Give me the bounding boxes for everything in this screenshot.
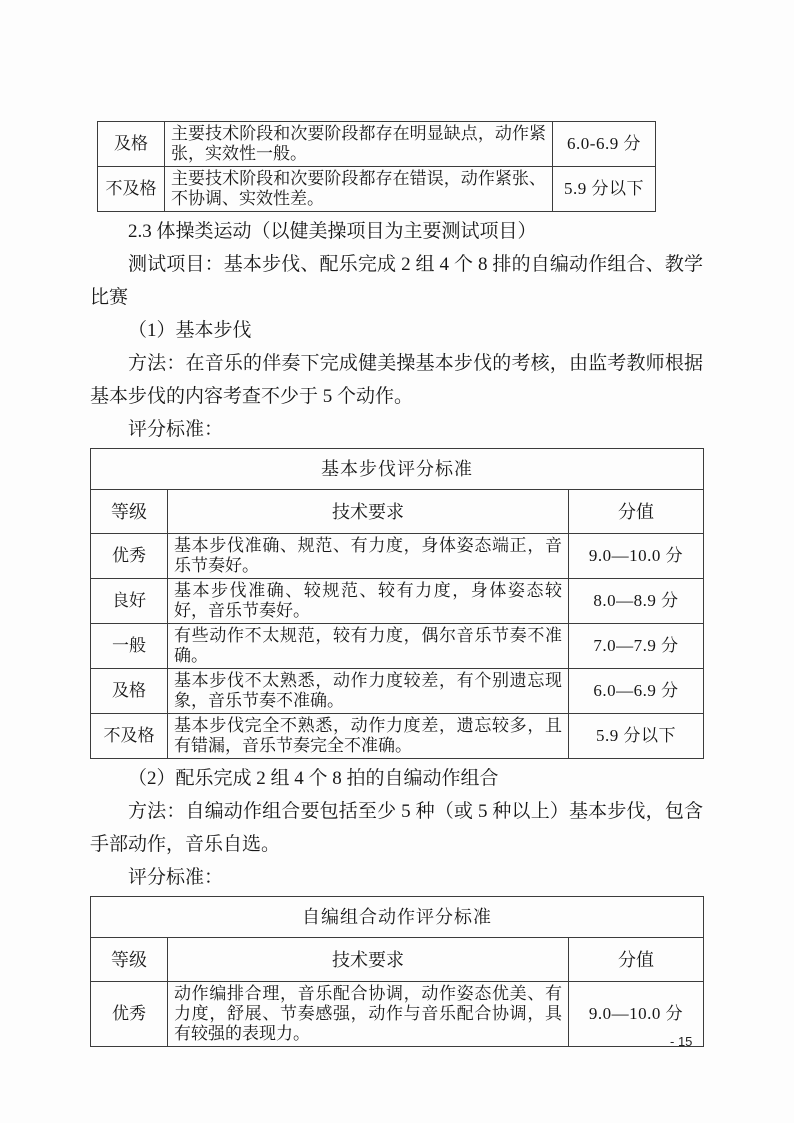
paragraph-line: 测试项目：基本步伐、配乐完成 2 组 4 个 8 排的自编动作组合、教学 [128, 254, 703, 275]
requirement-cell: 主要技术阶段和次要阶段都存在明显缺点，动作紧张，实效性一般。 [165, 122, 553, 167]
basic-steps-criteria-table [90, 448, 704, 759]
requirement-cell: 有些动作不太规范，较有力度，偶尔音乐节奏不准确。 [168, 624, 569, 669]
previous-criteria-table-continuation [97, 121, 656, 212]
score-cell: 5.9 分以下 [553, 167, 656, 212]
paragraph-line: 方法：在音乐的伴奏下完成健美操基本步伐的考核，由监考教师根据 [128, 353, 703, 374]
score-cell: 7.0—7.9 分 [569, 624, 704, 669]
section-heading: 2.3 体操类运动（以健美操项目为主要测试项目） [128, 221, 537, 242]
requirement-cell: 基本步伐不太熟悉，动作力度较差，有个别遗忘现象，音乐节奏不准确。 [168, 669, 569, 714]
column-header-requirement: 技术要求 [168, 938, 569, 982]
requirement-cell: 基本步伐准确、规范、有力度，身体姿态端正，音乐节奏好。 [168, 534, 569, 579]
table-title-row [91, 449, 704, 490]
table-row [91, 982, 704, 1047]
requirement-cell: 动作编排合理，音乐配合协调，动作姿态优美、有力度，舒展、节奏感强，动作与音乐配合协调，具有较强的表现力。 [168, 982, 569, 1047]
table-header-row [91, 938, 704, 982]
column-header-score: 分值 [569, 490, 704, 534]
criteria-label-2: 评分标准： [128, 867, 224, 888]
score-cell: 9.0—10.0 分 [569, 982, 704, 1047]
table-row [91, 669, 704, 714]
paragraph-line: 比赛 [90, 287, 129, 308]
list-item-2: （2）配乐完成 2 组 4 个 8 拍的自编动作组合 [128, 768, 499, 789]
grade-cell: 及格 [91, 669, 168, 714]
score-cell: 8.0—8.9 分 [569, 579, 704, 624]
paragraph-line: 手部动作，音乐自选。 [90, 834, 281, 855]
paragraph-test-items [90, 248, 703, 314]
column-header-requirement: 技术要求 [168, 490, 569, 534]
document-content [90, 121, 703, 1047]
grade-cell: 不及格 [91, 714, 168, 759]
table-title: 自编组合动作评分标准 [91, 897, 704, 938]
combo-routine-criteria-table [90, 896, 704, 1047]
table-row [98, 167, 656, 212]
grade-cell: 良好 [91, 579, 168, 624]
score-cell: 6.0-6.9 分 [553, 122, 656, 167]
paragraph-method-2 [90, 795, 703, 861]
grade-cell: 一般 [91, 624, 168, 669]
table-header-row [91, 490, 704, 534]
paragraph-line: 方法：自编动作组合要包括至少 5 种（或 5 种以上）基本步伐，包含 [128, 801, 703, 822]
paragraph-method-1 [90, 347, 703, 413]
column-header-grade: 等级 [91, 938, 168, 982]
table-title-row [91, 897, 704, 938]
table-row [91, 579, 704, 624]
list-item-1: （1）基本步伐 [128, 320, 252, 341]
criteria-label-1: 评分标准： [128, 419, 224, 440]
grade-cell: 优秀 [91, 982, 168, 1047]
grade-cell: 及格 [98, 122, 165, 167]
score-cell: 5.9 分以下 [569, 714, 704, 759]
requirement-cell: 基本步伐完全不熟悉，动作力度差，遗忘较多，且有错漏，音乐节奏完全不准确。 [168, 714, 569, 759]
table-row [91, 714, 704, 759]
table-row [91, 624, 704, 669]
requirement-cell: 基本步伐准确、较规范、较有力度，身体姿态较好，音乐节奏好。 [168, 579, 569, 624]
score-cell: 6.0—6.9 分 [569, 669, 704, 714]
score-cell: 9.0—10.0 分 [569, 534, 704, 579]
paragraph-line: 基本步伐的内容考查不少于 5 个动作。 [90, 386, 414, 407]
table-row [91, 534, 704, 579]
column-header-grade: 等级 [91, 490, 168, 534]
grade-cell: 优秀 [91, 534, 168, 579]
page-number: - 15 [670, 1034, 693, 1049]
grade-cell: 不及格 [98, 167, 165, 212]
requirement-cell: 主要技术阶段和次要阶段都存在错误，动作紧张、不协调、实效性差。 [165, 167, 553, 212]
table-row [98, 122, 656, 167]
column-header-score: 分值 [569, 938, 704, 982]
table-title: 基本步伐评分标准 [91, 449, 704, 490]
